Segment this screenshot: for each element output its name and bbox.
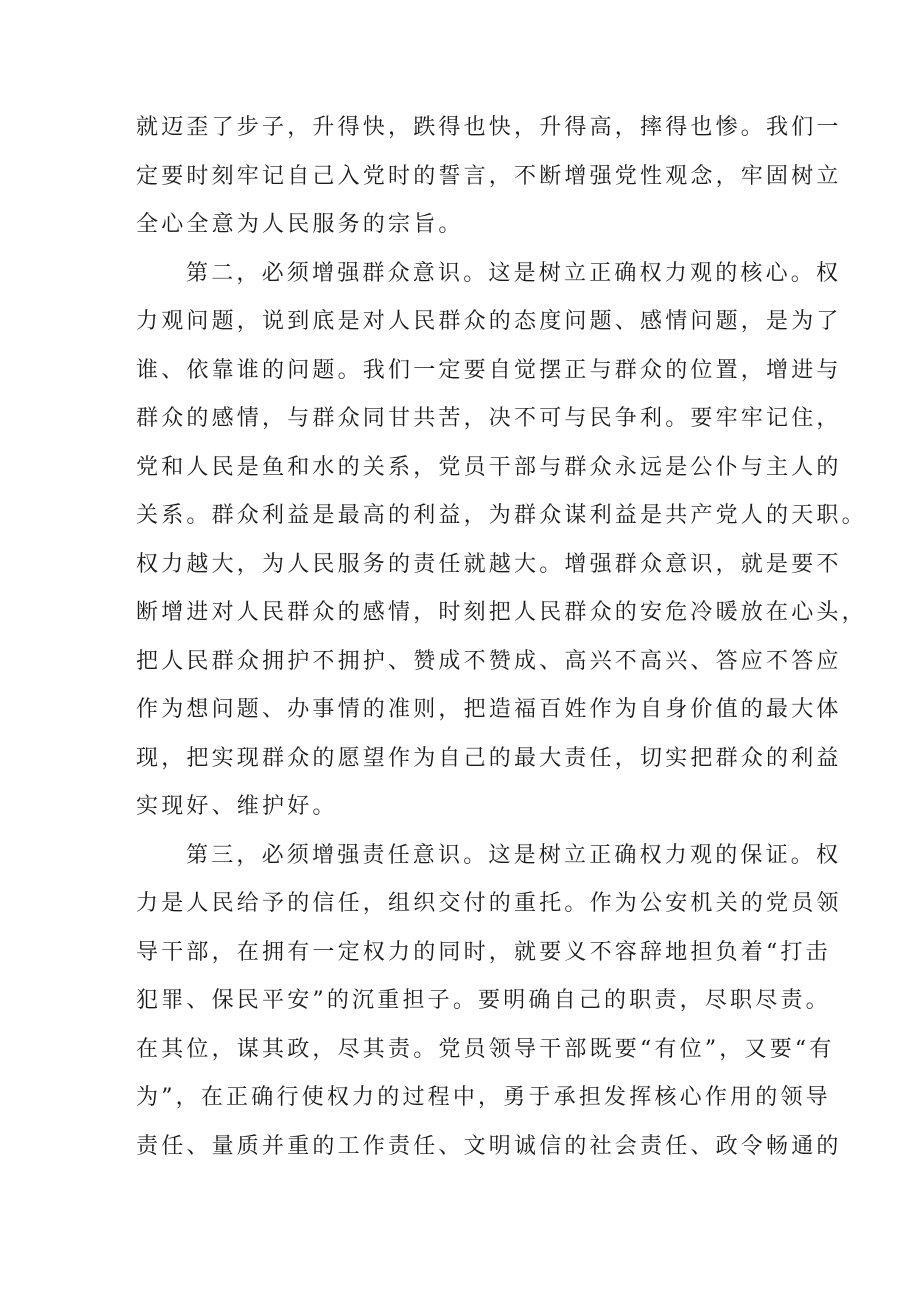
text-line: 力是人民给予的信任，组织交付的重托。作为公安机关的党员领	[136, 891, 842, 916]
text-line: 第二，必须增强群众意识。这是树立正确权力观的核心。权	[186, 260, 842, 286]
text-line: 党和人民是鱼和水的关系，党员干部与群众永远是公仆与主人的	[136, 454, 842, 480]
text-line: 就迈歪了步子，升得快，跌得也快，升得高，摔得也惨。我们一	[136, 115, 842, 140]
paragraph-1	[136, 104, 842, 250]
paragraph-2	[136, 250, 867, 832]
text-line: 在其位，谋其政，尽其责。党员领导干部既要“有位”，又要“有	[136, 1036, 835, 1062]
text-line: 力观问题，说到底是对人民群众的态度问题、感情问题，是为了	[136, 309, 842, 334]
text-line: 权力越大，为人民服务的责任就越大。增强群众意识，就是要不	[136, 551, 842, 577]
text-line: 作为想问题、办事情的准则，把造福百姓作为自身价值的最大体	[136, 697, 842, 722]
text-line: 定要时刻牢记自己入党时的誓言，不断增强党性观念，牢固树立	[136, 163, 842, 189]
text-line: 断增进对人民群众的感情，时刻把人民群众的安危冷暖放在心头，	[136, 600, 867, 625]
text-line: 谁、依靠谁的问题。我们一定要自觉摆正与群众的位置，增进与	[136, 357, 842, 383]
text-line: 实现好、维护好。	[136, 794, 338, 819]
document-page	[136, 104, 867, 1171]
text-line: 全心全意为人民服务的宗旨。	[136, 212, 464, 237]
text-line: 犯罪、保民平安”的沉重担子。要明确自己的职责，尽职尽责。	[136, 988, 831, 1013]
text-line: 关系。群众利益是最高的利益，为群众谋利益是共产党人的天职。	[136, 503, 867, 528]
paragraph-3	[136, 832, 842, 1172]
text-line: 现，把实现群众的愿望作为自己的最大责任，切实把群众的利益	[136, 745, 842, 771]
text-line: 群众的感情，与群众同甘共苦，决不可与民争利。要牢牢记住，	[136, 406, 842, 431]
text-line: 把人民群众拥护不拥护、赞成不赞成、高兴不高兴、答应不答应	[136, 648, 842, 674]
text-line: 为”，在正确行使权力的过程中，勇于承担发挥核心作用的领导	[136, 1085, 831, 1110]
text-line: 责任、量质并重的工作责任、文明诚信的社会责任、政令畅通的	[136, 1133, 842, 1159]
text-line: 导干部，在拥有一定权力的同时，就要义不容辞地担负着“打击	[136, 939, 831, 965]
text-line: 第三，必须增强责任意识。这是树立正确权力观的保证。权	[186, 842, 842, 868]
